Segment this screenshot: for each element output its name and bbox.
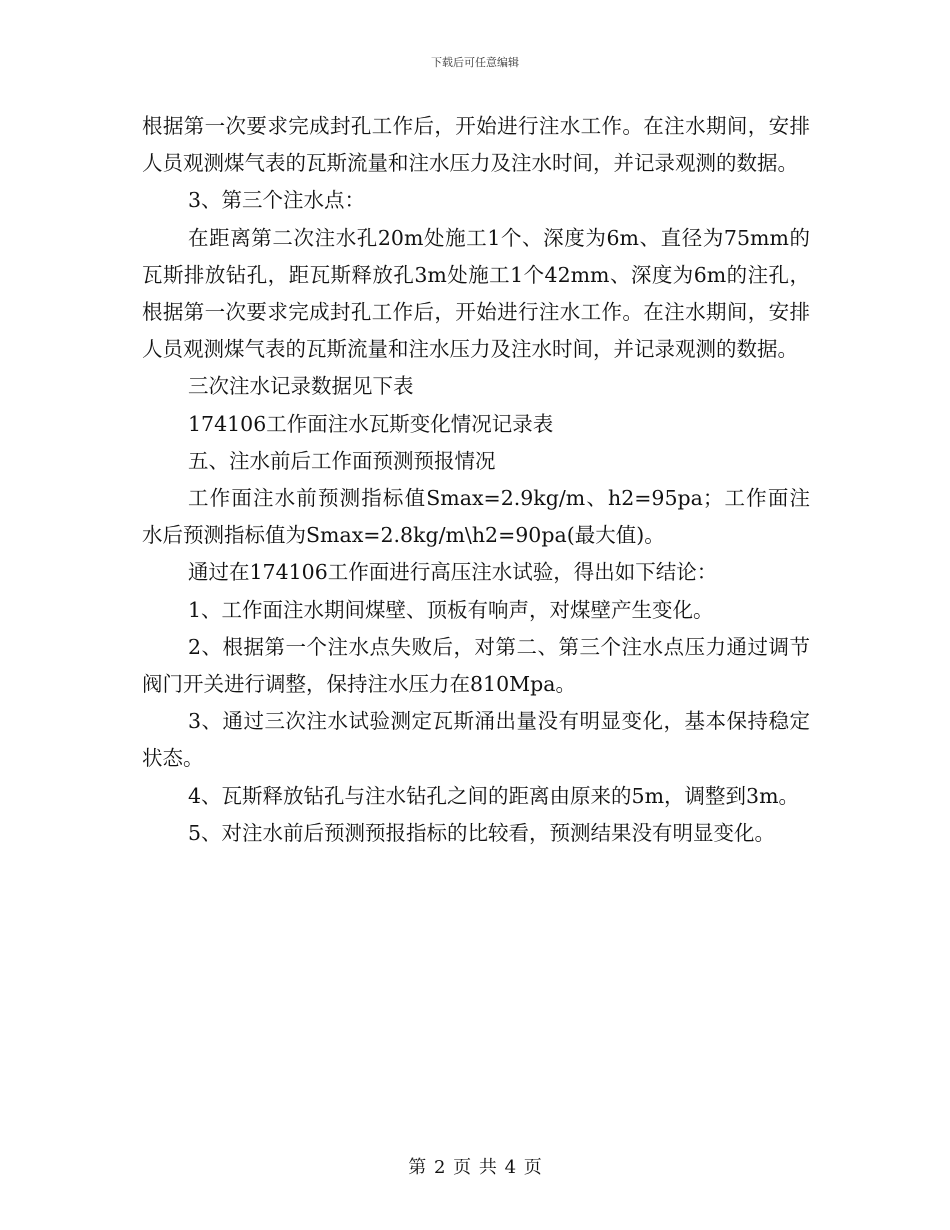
conclusion-item-1: 1、工作面注水期间煤壁、顶板有响声，对煤壁产生变化。 xyxy=(188,597,714,622)
paragraph-table-note: 三次注水记录数据见下表 xyxy=(188,374,414,399)
conclusion-item-4: 4、瓦斯释放钻孔与注水钻孔之间的距离由原来的5m，调整到3m。 xyxy=(188,783,800,808)
paragraph-item-3-heading: 3、第三个注水点： xyxy=(188,188,366,213)
conclusion-item-5: 5、对注水前后预测预报指标的比较看，预测结果没有明显变化。 xyxy=(188,820,776,845)
paragraph-conclusion-intro: 通过在174106工作面进行高压注水试验，得出如下结论： xyxy=(188,560,718,585)
document-body xyxy=(142,108,810,852)
conclusion-item-2: 2、根据第一个注水点失败后，对第二、第三个注水点压力通过调节阀门开关进行调整，保持注水压力在810Mpa。 xyxy=(142,634,810,697)
paragraph-table-title: 174106工作面注水瓦斯变化情况记录表 xyxy=(188,411,554,436)
section-heading-five: 五、注水前后工作面预测预报情况 xyxy=(188,448,496,473)
paragraph-third-point: 在距离第二次注水孔20m处施工1个、深度为6m、直径为75mm的瓦斯排放钻孔，距瓦斯释放孔3m处施工1个42mm、深度为6m的注孔，根据第一次要求完成封孔工作后，开始进行注水工作。在注水期间，安排人员观测煤气表的瓦斯流量和注水压力及注水时间，并记录观测的数据。 xyxy=(142,225,810,362)
page-header: 下载后可任意编辑 xyxy=(431,56,519,69)
conclusion-item-3: 3、通过三次注水试验测定瓦斯涌出量没有明显变化，基本保持稳定状态。 xyxy=(142,709,810,771)
paragraph-indicators: 工作面注水前预测指标值Smax=2.9kg/m、h2=95pa；工作面注水后预测指标值为Smax=2.8kg/m\h2=90pa(最大值)。 xyxy=(142,486,810,548)
paragraph-continued: 根据第一次要求完成封孔工作后，开始进行注水工作。在注水期间，安排人员观测煤气表的瓦斯流量和注水压力及注水时间，并记录观测的数据。 xyxy=(142,114,810,176)
page-footer: 第 2 页 共 4 页 xyxy=(408,1157,542,1178)
